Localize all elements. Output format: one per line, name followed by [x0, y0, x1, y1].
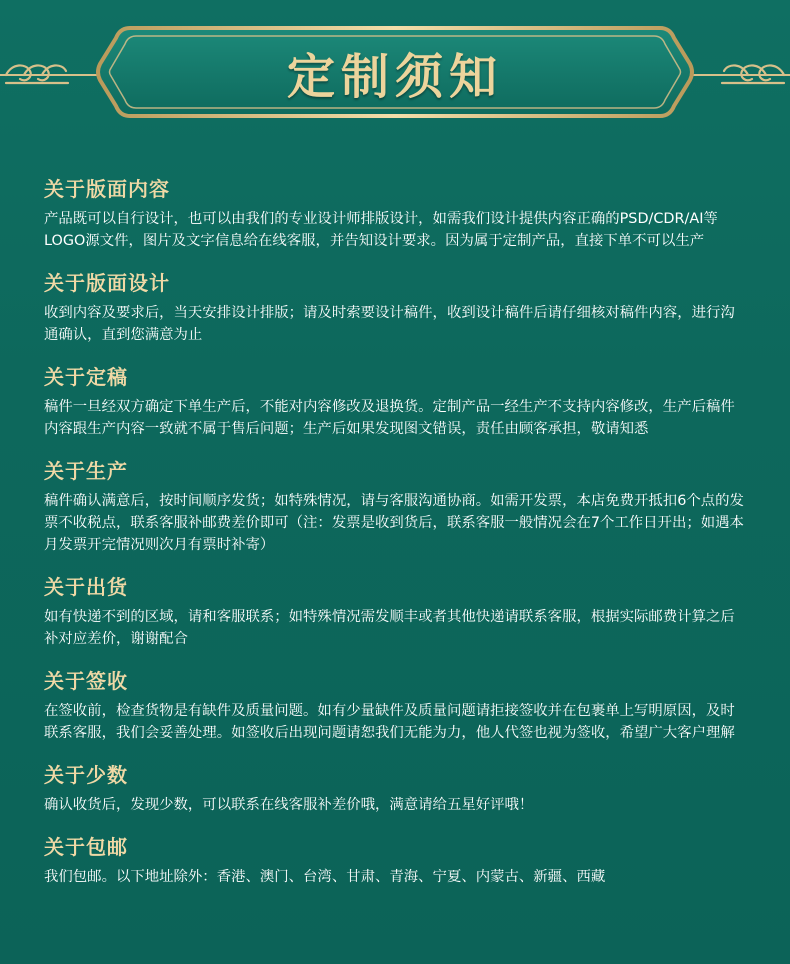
section-production — [44, 456, 749, 556]
notice-content — [44, 174, 749, 888]
header-banner — [0, 0, 790, 150]
section-text: 我们包邮。以下地址除外：香港、澳门、台湾、甘肃、青海、宁夏、内蒙古、新疆、西藏 — [44, 869, 606, 885]
section-shortage — [44, 760, 749, 816]
section-text: 在签收前，检查货物是有缺件及质量问题。如有少量缺件及质量问题请拒接签收并在包裹单上写明原因，及时联系客服，我们会妥善处理。如签收后出现问题请恕我们无能为力，他人代签也视为签收，希望广大客户理解 — [44, 703, 735, 741]
section-layout-design — [44, 268, 749, 346]
section-heading: 关于生产 — [44, 459, 128, 483]
section-layout-content — [44, 174, 749, 252]
section-heading: 关于出货 — [44, 575, 128, 599]
section-text: 稿件确认满意后，按时间顺序发货；如特殊情况，请与客服沟通协商。如需开发票，本店免费开抵扣6个点的发票不收税点，联系客服补邮费差价即可（注：发票是收到货后，联系客服一般情况会在7个工作日开出；如遇本月发票开完情况则次月有票时补寄） — [44, 493, 744, 553]
section-text: 如有快递不到的区域，请和客服联系；如特殊情况需发顺丰或者其他快递请联系客服，根据实际邮费计算之后补对应差价，谢谢配合 — [44, 609, 735, 647]
page-title: 定制须知 — [286, 48, 503, 105]
section-heading: 关于定稿 — [44, 365, 128, 389]
section-free-shipping — [44, 832, 749, 888]
section-text: 稿件一旦经双方确定下单生产后，不能对内容修改及退换货。定制产品一经生产不支持内容修改，生产后稿件内容跟生产内容一致就不属于售后问题；生产后如果发现图文错误，责任由顾客承担，敬请知悉 — [44, 399, 735, 437]
section-heading: 关于签收 — [44, 669, 128, 693]
section-heading: 关于少数 — [44, 763, 128, 787]
section-text: 产品既可以自行设计，也可以由我们的专业设计师排版设计，如需我们设计提供内容正确的PSD/CDR/AI等LOGO源文件，图片及文字信息给在线客服，并告知设计要求。因为属于定制产品，直接下单不可以生产 — [44, 211, 718, 249]
section-text: 收到内容及要求后，当天安排设计排版；请及时索要设计稿件，收到设计稿件后请仔细核对稿件内容，进行沟通确认，直到您满意为止 — [44, 305, 735, 343]
section-heading: 关于包邮 — [44, 835, 128, 859]
right-swirl-ornament — [720, 57, 786, 93]
left-swirl-ornament — [4, 57, 70, 93]
section-shipping — [44, 572, 749, 650]
section-receipt — [44, 666, 749, 744]
section-heading: 关于版面设计 — [44, 271, 170, 295]
section-heading: 关于版面内容 — [44, 177, 170, 201]
section-text: 确认收货后，发现少数，可以联系在线客服补差价哦，满意请给五星好评哦！ — [44, 797, 534, 813]
section-final-draft — [44, 362, 749, 440]
